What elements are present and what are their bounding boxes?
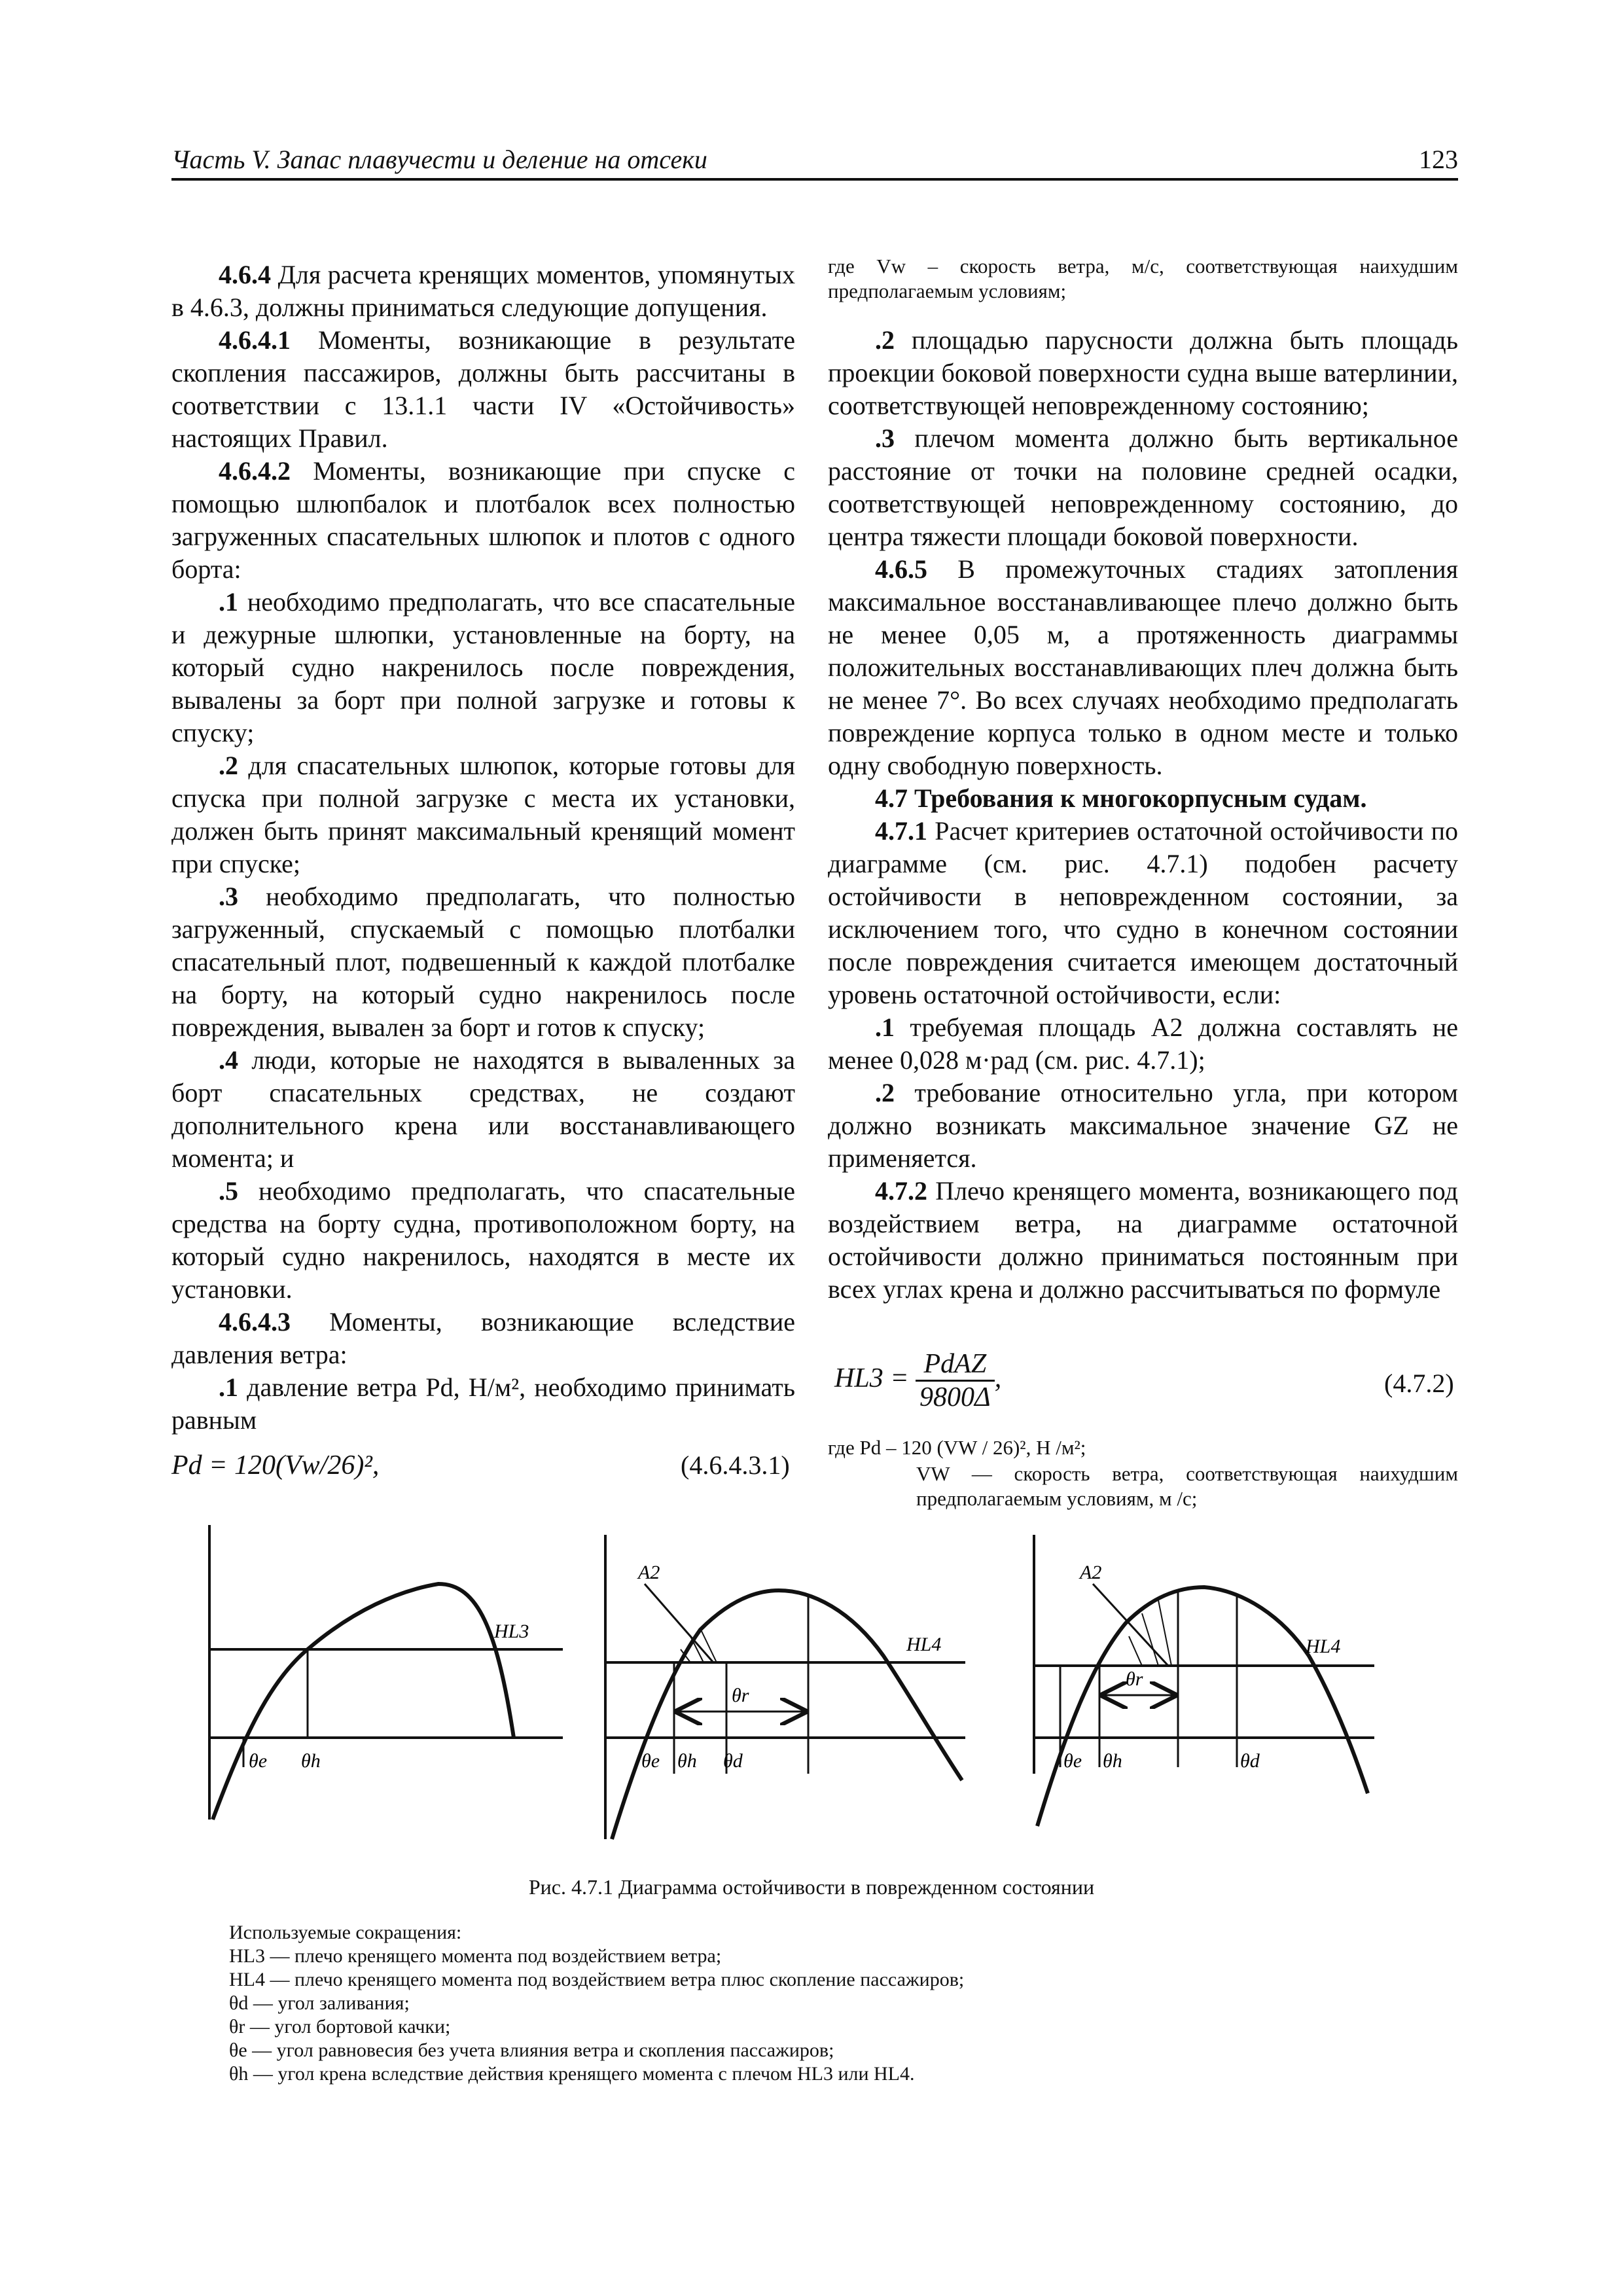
list-item: .2 площадью парусности должна быть площадь проекции боковой поверхности судна выше ватерлинии, соответствующей неповрежденному состоянию; <box>828 325 1458 420</box>
gz-curve <box>1037 1587 1368 1826</box>
legend-item: θd — угол заливания; <box>229 1992 410 2014</box>
hl3-label: HL3 <box>494 1621 529 1642</box>
where-vw2-note: VW — скорость ветра, соответствующая наихудшим предполагаемым условиям, м /с; <box>916 1462 1458 1510</box>
list-item: .3 необходимо предполагать, что полностью загруженный, спускаемый с помощью плотбалки спасательный плот, подвешенный к каждой плотбалке на борту, на который судно накренилось после повреждения, вывален за борт и готов к спуску; <box>171 882 795 1042</box>
paragraph-4-6-4-3: 4.6.4.3 Моменты, возникающие вследствие давления ветра: <box>171 1307 795 1369</box>
formula-number: (4.6.4.3.1) <box>681 1450 790 1480</box>
paragraph-4-6-4: 4.6.4 Для расчета кренящих моментов, упомянутых в 4.6.3, должны приниматься следующие допущения. <box>171 260 795 322</box>
diagram-1 <box>209 1525 563 1820</box>
formula-hl3: HL3 = $\frac{\text{PdAZ}}{9800\Delta}$ , <box>834 1349 1002 1412</box>
hl4-label: HL4 <box>1306 1636 1341 1657</box>
formula-pd: Pd = 120(Vw/26)², <box>171 1450 380 1480</box>
list-item: .5 необходимо предполагать, что спасательные средства на борту судна, противоположном борту, на который судно накренилось, находятся в месте их установки. <box>171 1176 795 1304</box>
section-heading-4-7: 4.7 Требования к многокорпусным судам. <box>875 783 1367 813</box>
theta-h-label: θh <box>1103 1750 1122 1772</box>
where-vw-note: где Vw – скорость ветра, м/с, соответствующая наихудшим предполагаемым условиям; <box>828 255 1458 302</box>
paragraph-4-6-5: 4.6.5 В промежуточных стадиях затопления максимальное восстанавливающее плечо должно быть не менее 0,05 м, а протяженность диаграммы положительных восстанавливающих плеч должна быть не менее 7°. Во всех случаях необходимо предполагать повреждение корпуса только в одном месте и только одну свободную поверхность. <box>828 554 1458 780</box>
legend-title: Используемые сокращения: <box>229 1922 462 1943</box>
legend-item: θe — угол равновесия без учета влияния ветра и скопления пассажиров; <box>229 2039 834 2061</box>
legend-item: HL4 — плечо кренящего момента под воздействием ветра плюс скопление пассажиров; <box>229 1969 965 1990</box>
theta-e-label: θe <box>641 1750 660 1772</box>
formula-number: (4.7.2) <box>1384 1369 1454 1398</box>
paragraph-4-6-4-1: 4.6.4.1 Моменты, возникающие в результате скопления пассажиров, должны быть рассчитаны в соответствии с 13.1.1 части IV «Остойчивость» настоящих Правил. <box>171 325 795 453</box>
a2-label: A2 <box>638 1562 660 1583</box>
hl4-label: HL4 <box>906 1634 942 1655</box>
theta-r-label: θr <box>732 1685 749 1706</box>
a2-leader <box>645 1584 713 1662</box>
a2-label: A2 <box>1080 1562 1102 1583</box>
list-item: .4 люди, которые не находятся в вываленных за борт спасательных средствах, не создают дополнительного крена или восстанавливающего момента; и <box>171 1045 795 1173</box>
legend-item: HL3 — плечо кренящего момента под воздействием ветра; <box>229 1945 722 1967</box>
paragraph-4-7-1: 4.7.1 Расчет критериев остаточной остойчивости по диаграмме (см. рис. 4.7.1) подобен расчету остойчивости в неповрежденном состоянии, за исключением того, что судно в конечном состоянии после повреждения считается имеющем достаточный уровень остаточной остойчивости, если: <box>828 816 1458 1009</box>
theta-r-label: θr <box>1126 1668 1143 1690</box>
gz-curve <box>612 1590 962 1839</box>
paragraph-4-7-2: 4.7.2 Плечо кренящего момента, возникающего под воздействием ветра, на диаграмме остаточной остойчивости должно приниматься постоянным при всех углах крена и должно рассчитываться по формуле <box>828 1176 1458 1304</box>
legend-item: θr — угол бортовой качки; <box>229 2016 451 2037</box>
list-item: .1 давление ветра Pd, Н/м², необходимо принимать равным <box>171 1372 795 1435</box>
list-item: .2 требование относительно угла, при котором должно возникать максимальное значение GZ не применяется. <box>828 1078 1458 1173</box>
formula-fraction: $\frac{\text{PdAZ}}{9800\Delta}$ <box>916 1348 995 1413</box>
list-item: .1 необходимо предполагать, что все спасательные и дежурные шлюпки, установленные на борту, на который судно накренилось после повреждения, вывалены за борт при полной загрузке и готовы к спуску; <box>171 587 795 747</box>
header-title: Часть V. Запас плавучести и деление на отсеки <box>171 145 707 174</box>
theta-e-label: θe <box>1063 1750 1082 1772</box>
theta-d-label: θd <box>723 1750 743 1772</box>
legend-item: θh — угол крена вследствие действия кренящего момента с плечом HL3 или HL4. <box>229 2063 915 2085</box>
list-item: .1 требуемая площадь A2 должна составлять не менее 0,028 м·рад (см. рис. 4.7.1); <box>828 1013 1458 1075</box>
page-number: 123 <box>1419 145 1458 174</box>
theta-h-label: θh <box>677 1750 697 1772</box>
theta-e-label: θe <box>249 1750 268 1772</box>
gz-curve <box>213 1584 514 1820</box>
theta-h-label: θh <box>301 1750 321 1772</box>
hatch-line <box>1129 1636 1142 1666</box>
where-pd-note: где Pd – 120 (VW / 26)², Н /м²; <box>828 1436 1086 1459</box>
list-item: .2 для спасательных шлюпок, которые готовы для спуска при полной загрузке с места их установки, должен быть принят максимальный кренящий момент при спуске; <box>171 751 795 878</box>
abbreviations-legend <box>229 1921 1407 2086</box>
figure-caption: Рис. 4.7.1 Диаграмма остойчивости в поврежденном состоянии <box>528 1875 1095 1899</box>
paragraph-4-6-4-2: 4.6.4.2 Моменты, возникающие при спуске с помощью шлюпбалок и плотбалок всех полностью загруженных спасательных шлюпок и плотов с одного борта: <box>171 456 795 584</box>
list-item: .3 плечом момента должно быть вертикальное расстояние от точки на половине средней осадки, соответствующей неповрежденному состоянию, до центра тяжести площади боковой поверхности. <box>828 423 1458 551</box>
theta-d-label: θd <box>1240 1750 1260 1772</box>
